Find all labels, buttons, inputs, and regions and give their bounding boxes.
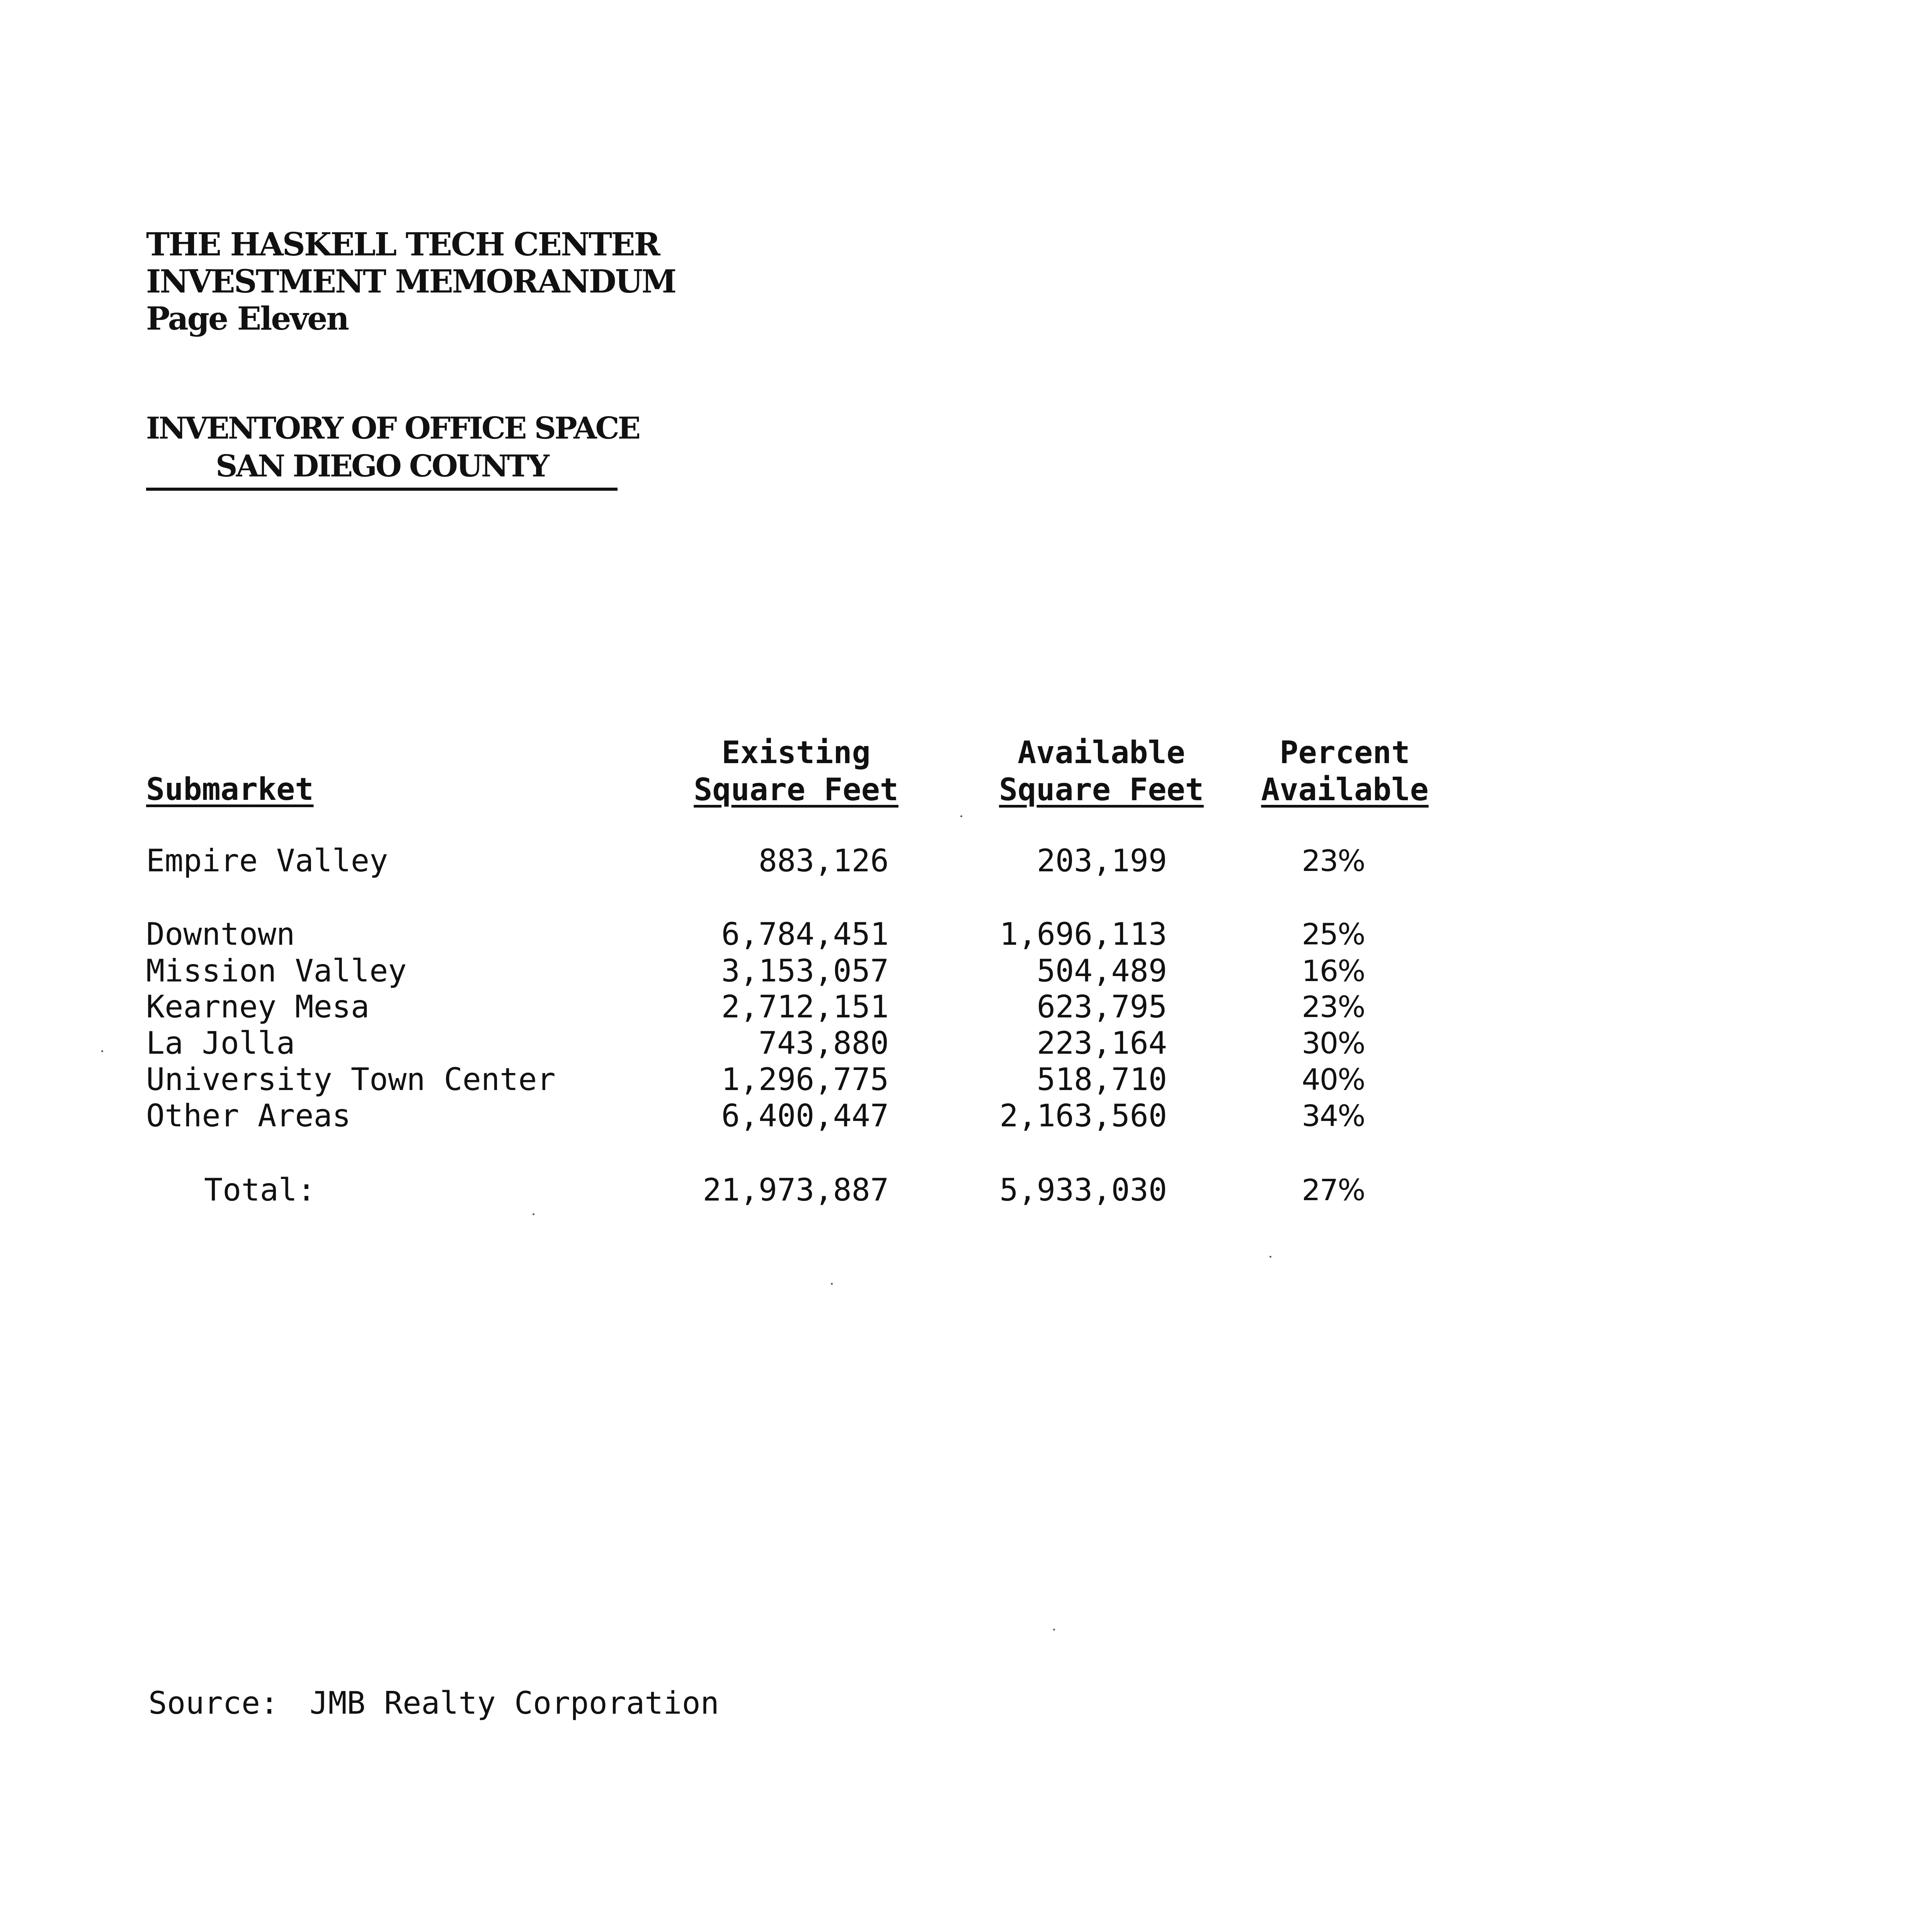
row-available: 203,199 (1036, 843, 1167, 879)
column-header-available-bottom: Square Feet (999, 772, 1204, 808)
table-row (0, 916, 1916, 953)
table-title-line-1: INVENTORY OF OFFICE SPACE (146, 411, 640, 446)
table-row (0, 1025, 1916, 1062)
scan-speck (831, 1283, 833, 1285)
table-total-row (0, 1172, 1916, 1209)
row-percent: 16% (1302, 954, 1365, 988)
row-existing: 2,712,151 (721, 989, 889, 1025)
table-row (0, 1061, 1916, 1098)
table-row (0, 842, 1916, 879)
row-available: 2,163,560 (999, 1098, 1167, 1134)
source-label: Source: (148, 1685, 279, 1721)
scan-speck (960, 815, 962, 817)
row-submarket: Other Areas (146, 1098, 351, 1134)
column-header-percent (1244, 734, 1445, 808)
total-available: 5,933,030 (999, 1172, 1167, 1208)
column-header-submarket (146, 771, 313, 808)
row-existing: 743,880 (758, 1025, 889, 1061)
scan-speck (101, 1050, 103, 1052)
header-title: THE HASKELL TECH CENTER (146, 226, 659, 263)
row-submarket: Kearney Mesa (146, 989, 369, 1025)
scan-speck (533, 1213, 534, 1215)
row-existing: 883,126 (758, 843, 889, 879)
row-existing: 3,153,057 (721, 953, 889, 989)
row-existing: 6,784,451 (721, 916, 889, 952)
column-header-percent-top: Percent (1280, 735, 1410, 770)
row-percent: 23% (1302, 990, 1365, 1024)
row-submarket: La Jolla (146, 1025, 295, 1061)
table-row (0, 1097, 1916, 1134)
row-submarket: Empire Valley (146, 843, 388, 879)
row-percent: 34% (1302, 1099, 1365, 1133)
scan-speck (1053, 1629, 1055, 1631)
table-row (0, 952, 1916, 990)
column-header-available-top: Available (1018, 735, 1185, 770)
table-title-line-2: SAN DIEGO COUNTY (216, 449, 548, 484)
scan-speck (1269, 1256, 1271, 1258)
row-percent: 23% (1302, 844, 1365, 878)
column-header-existing-top: Existing (721, 735, 871, 770)
total-label: Total: (204, 1172, 316, 1208)
row-percent: 30% (1302, 1026, 1365, 1060)
row-submarket: Mission Valley (146, 953, 407, 989)
source-value: JMB Realty Corporation (310, 1685, 719, 1721)
table-title (146, 410, 640, 491)
total-percent: 27% (1302, 1173, 1365, 1207)
table-row (0, 988, 1916, 1026)
column-header-existing (676, 734, 916, 808)
row-available: 223,164 (1036, 1025, 1167, 1061)
row-available: 504,489 (1036, 953, 1167, 989)
header-subtitle: INVESTMENT MEMORANDUM (146, 263, 676, 300)
source-note (148, 1685, 719, 1722)
column-header-available (982, 734, 1221, 808)
row-available: 623,795 (1036, 989, 1167, 1025)
memo-header (146, 226, 676, 337)
row-percent: 25% (1302, 917, 1365, 951)
column-header-submarket-label: Submarket (146, 771, 314, 807)
column-header-existing-bottom: Square Feet (694, 772, 898, 808)
row-submarket: University Town Center (146, 1061, 556, 1097)
row-submarket: Downtown (146, 916, 295, 952)
row-available: 518,710 (1036, 1061, 1167, 1097)
row-available: 1,696,113 (999, 916, 1167, 952)
page-number: Page Eleven (146, 300, 348, 337)
row-existing: 1,296,775 (721, 1061, 889, 1097)
column-header-percent-bottom: Available (1261, 772, 1429, 808)
row-percent: 40% (1302, 1062, 1365, 1097)
row-existing: 6,400,447 (721, 1098, 889, 1134)
total-existing: 21,973,887 (703, 1172, 889, 1208)
